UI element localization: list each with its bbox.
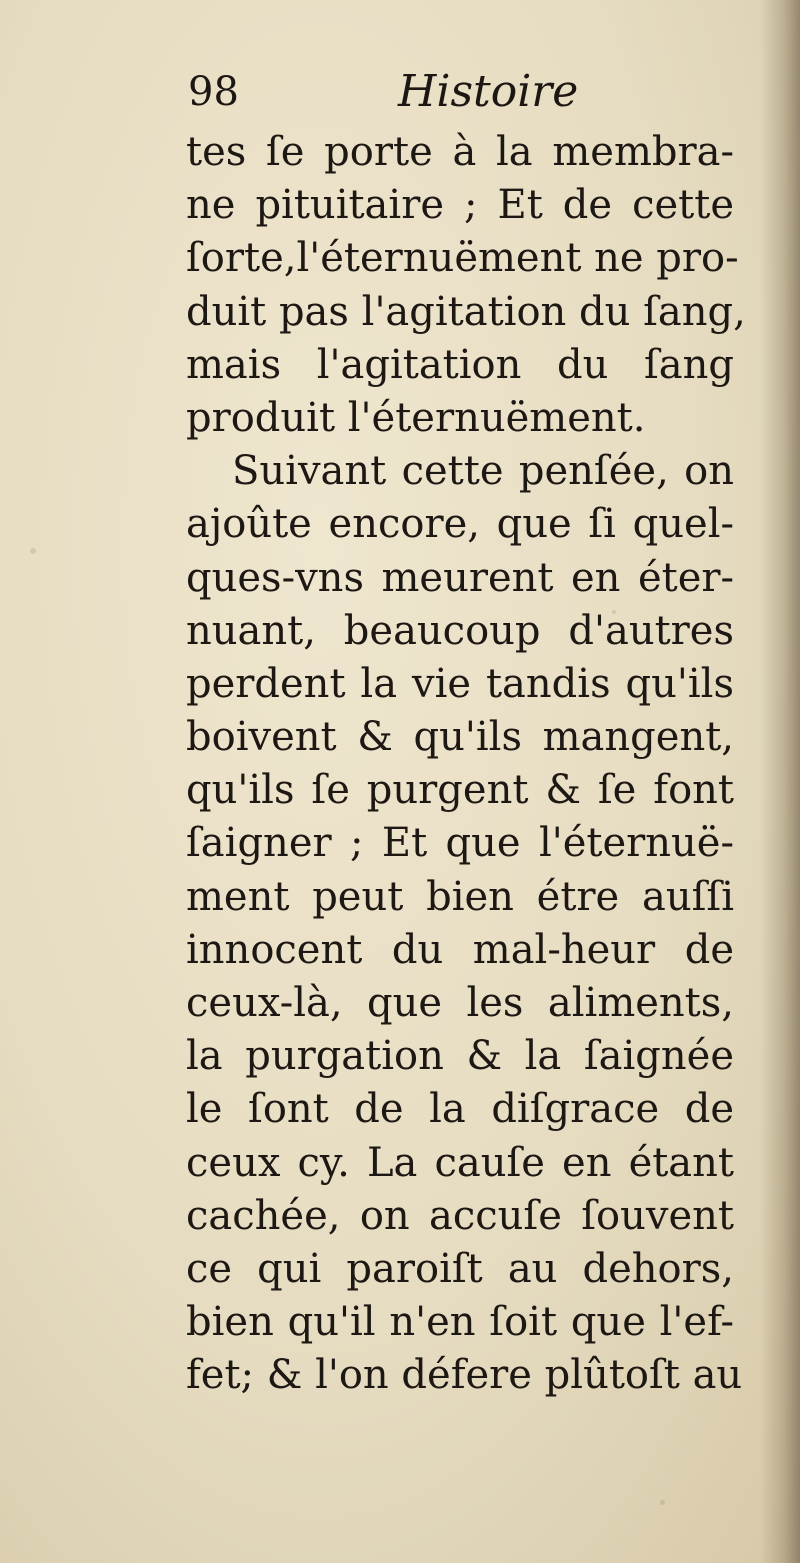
text-line: tes ſe porte à la membra- [186, 129, 734, 175]
paper-stain [30, 548, 36, 554]
paper-stain [660, 1500, 665, 1505]
body-text [186, 126, 746, 1403]
text-line: ajoûte encore, que ſi quel- [186, 501, 734, 548]
text-line: mais l'agitation du ſang [186, 341, 734, 388]
text-line: ce qui paroiſt au dehors, [186, 1245, 734, 1292]
text-line: cachée, on accuſe ſouvent [186, 1192, 734, 1239]
text-line: duit pas l'agitation du ſang, [186, 288, 746, 335]
text-line: ne pituitaire ; Et de cette [186, 182, 734, 229]
text-line: ment peut bien étre auſſi [186, 873, 734, 920]
text-line: la purgation & la ſaignée [186, 1033, 734, 1080]
text-line: nuant, beaucoup d'autres [186, 607, 734, 654]
text-line: ceux-là, que les aliments, [186, 980, 734, 1026]
text-line: ceux cy. La cauſe en étant [186, 1139, 734, 1186]
page-number: 98 [188, 69, 239, 115]
text-line: ques-vns meurent en éter- [186, 554, 734, 601]
text-line: innocent du mal-heur de [186, 926, 734, 973]
text-line: qu'ils ſe purgent & ſe font [186, 767, 734, 814]
text-line: ſaigner ; Et que l'éternuë- [186, 820, 734, 867]
page-header [188, 62, 728, 122]
text-line: Suivant cette penſée, on [232, 448, 734, 495]
text-line: perdent la vie tandis qu'ils [186, 660, 734, 707]
running-title: Histoire [398, 66, 579, 117]
text-line: bien qu'il n'en ſoit que l'ef- [186, 1299, 734, 1346]
text-line: le ſont de la diſgrace de [186, 1086, 734, 1133]
text-line: boivent & qu'ils mangent, [186, 714, 734, 761]
text-line: fet; & l'on défere plûtoſt au [186, 1352, 743, 1399]
text-line: ſorte,l'éternuëment ne pro- [186, 235, 739, 282]
page-gutter-shadow [760, 0, 800, 1563]
text-line: produit l'éternuëment. [186, 394, 646, 441]
